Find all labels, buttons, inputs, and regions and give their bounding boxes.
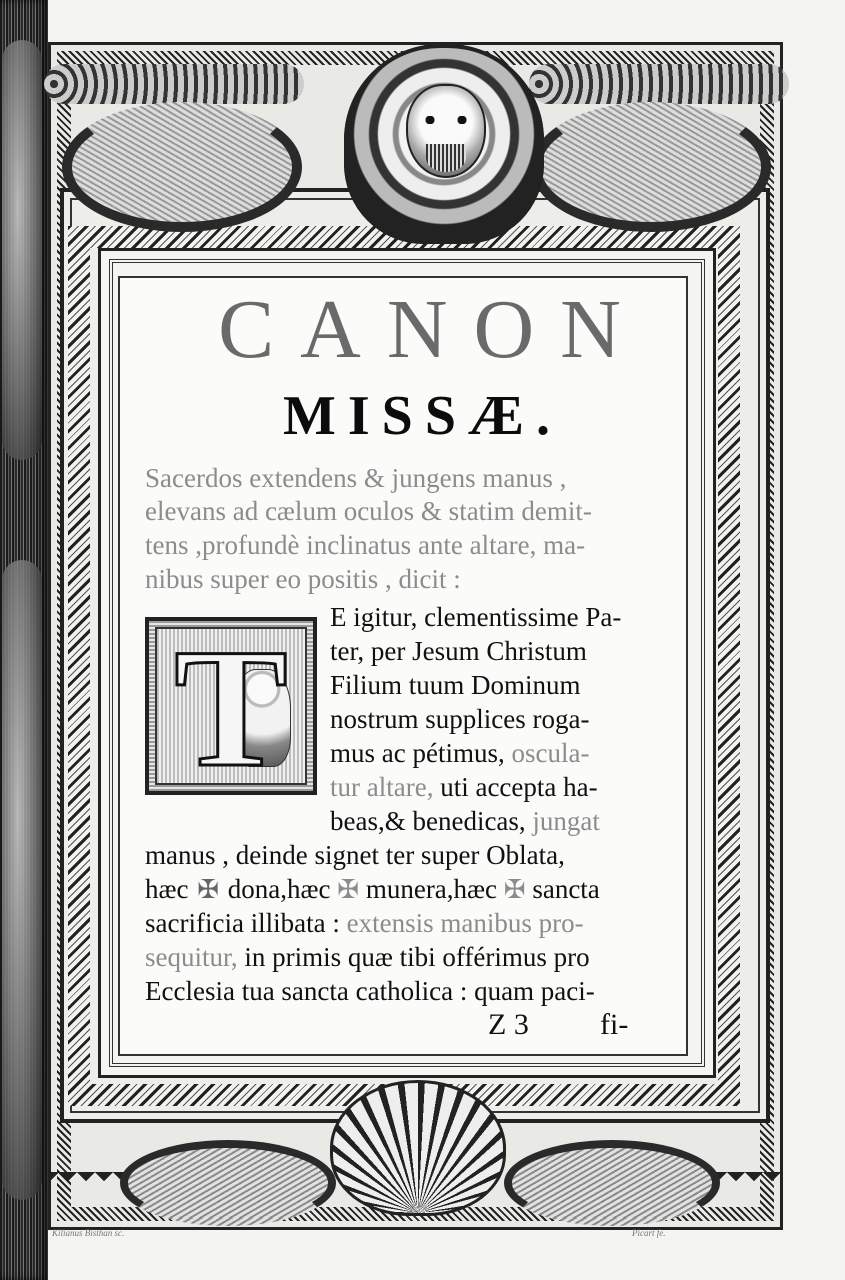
signature-mark: Z 3 [488, 1008, 529, 1041]
prayer-text: dona,hæc [227, 874, 331, 904]
prayer-line-7 [330, 804, 600, 838]
prayer-line-11 [145, 940, 590, 974]
prayer-line-8: manus , deinde signet ter super Oblata, [145, 840, 565, 870]
acanthus-scroll-left [62, 102, 302, 232]
top-cartouche [44, 44, 789, 244]
prayer-text: uti accepta ha- [440, 772, 598, 802]
decorated-initial [145, 617, 317, 795]
initial-letter: T [174, 627, 288, 785]
prayer-line-5 [330, 736, 589, 770]
prayer-line-6 [330, 770, 598, 804]
engraved-figure-lower [2, 560, 42, 1200]
prayer-text: sacrificia illibata : [145, 908, 340, 938]
prayer-line-2: ter, per Jesum Christum [330, 636, 587, 666]
prayer-line-3: Filium tuum Dominum [330, 670, 581, 700]
rubric-line-1: Sacerdos extendens & jungens manus , [145, 463, 567, 493]
cross-icon: ✠ [337, 875, 360, 904]
mask-medallion [344, 44, 544, 244]
prayer-text: beas,& benedicas, [330, 806, 526, 836]
flower-garland-left [44, 64, 304, 104]
prayer-line-4: nostrum supplices roga- [330, 704, 590, 734]
bottom-shell-ornament [120, 1070, 720, 1230]
prayer-line-9 [145, 872, 600, 907]
prayer-line-10 [145, 906, 584, 940]
page-title: CANON [218, 283, 647, 376]
prayer-text: sancta [532, 874, 600, 904]
prayer-text: mus ac pétimus, [330, 738, 505, 768]
cross-icon: ✠ [503, 875, 526, 904]
prayer-line-1: E igitur, clementissime Pa- [330, 602, 622, 632]
prayer-line-12: Ecclesia tua sancta catholica : quam paci- [145, 976, 595, 1006]
rubric-text: oscula- [511, 738, 590, 768]
flower-garland-right [529, 64, 789, 104]
rubric-text: jungat [532, 806, 600, 836]
catchword: fi- [600, 1008, 629, 1041]
acanthus-leaf-right [504, 1140, 720, 1226]
prayer-text: hæc [145, 874, 189, 904]
initial-engraving [155, 627, 307, 785]
bearded-mask-face [406, 84, 486, 178]
designer-credit: Picart fe. [632, 1228, 666, 1238]
rubric-text: tur altare, [330, 772, 434, 802]
rubric-line-4: nibus super eo positis , dicit : [145, 564, 461, 594]
rubric-line-3: tens ,profundè inclinatus ante altare, ma- [145, 530, 586, 560]
rubric-text: sequitur, [145, 942, 238, 972]
cross-icon: ✠ [197, 875, 220, 904]
book-binding [0, 0, 48, 1280]
prayer-text: in primis quæ tibi offérimus pro [244, 942, 590, 972]
acanthus-leaf-left [120, 1140, 336, 1226]
prayer-text: munera,hæc [365, 874, 498, 904]
engraver-credit: Kilianus Bisthan sc. [52, 1228, 125, 1238]
page-subtitle: MISSÆ. [283, 385, 562, 447]
rubric-text: extensis manibus pro- [346, 908, 584, 938]
scallop-shell [330, 1080, 506, 1216]
acanthus-scroll-right [531, 102, 771, 232]
rubric-line-2: elevans ad cælum oculos & statim demit- [145, 496, 592, 526]
